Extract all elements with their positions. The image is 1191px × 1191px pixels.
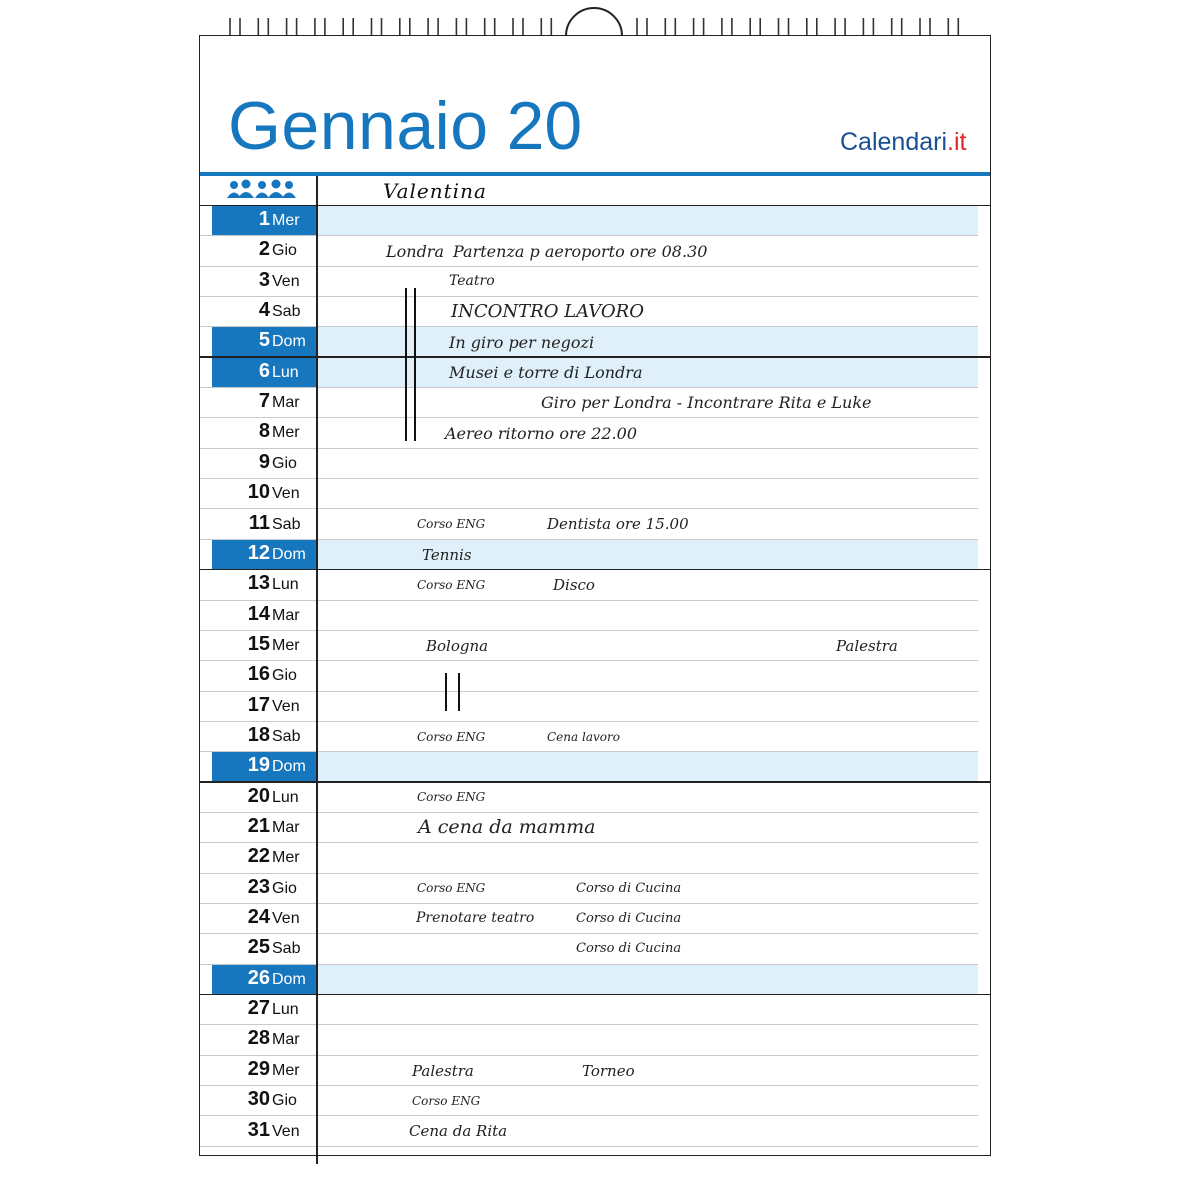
day-name: Ven	[272, 1122, 300, 1140]
day-row[interactable]	[200, 206, 990, 236]
calendar-note: Corso di Cucina	[576, 941, 682, 957]
day-name: Gio	[272, 1092, 297, 1110]
day-row[interactable]	[200, 449, 990, 479]
day-cell	[212, 297, 316, 326]
day-number: 24	[247, 906, 270, 929]
day-name: Mar	[272, 606, 300, 624]
day-name: Dom	[272, 970, 306, 988]
day-name: Sab	[272, 303, 301, 321]
day-grid	[200, 176, 990, 1156]
day-cell	[212, 479, 316, 508]
day-number: 26	[247, 966, 270, 989]
day-number: 30	[247, 1088, 270, 1111]
year-label: 20	[506, 88, 583, 164]
calendar-note: Torneo	[582, 1061, 635, 1080]
header-row	[200, 176, 990, 206]
day-row[interactable]	[200, 965, 990, 995]
day-cell	[212, 327, 316, 356]
day-number: 12	[247, 541, 270, 564]
day-name: Mar	[272, 394, 300, 412]
day-row[interactable]	[200, 1025, 990, 1055]
calendar-note: Disco	[553, 576, 595, 594]
calendar-note: Corso ENG	[417, 517, 486, 532]
day-number: 11	[248, 511, 270, 534]
day-name: Mer	[272, 1061, 300, 1079]
calendar-note: Prenotare teatro	[416, 910, 535, 927]
day-cell	[212, 570, 316, 599]
day-cell	[212, 783, 316, 812]
day-number: 16	[247, 663, 270, 686]
calendar-note: Dentista ore 15.00	[547, 515, 689, 534]
calendar-note: Cena lavoro	[547, 729, 620, 744]
day-row[interactable]	[200, 267, 990, 297]
day-row[interactable]	[200, 479, 990, 509]
day-number: 15	[247, 632, 270, 655]
day-name: Sab	[272, 515, 301, 533]
day-name: Mer	[272, 636, 300, 654]
calendar-note: Musei e torre di Londra	[449, 362, 643, 382]
day-row[interactable]	[200, 661, 990, 691]
day-number: 17	[247, 693, 270, 716]
day-number: 23	[247, 875, 270, 898]
day-number: 22	[247, 845, 270, 868]
day-cell	[212, 418, 316, 447]
brand-logo	[840, 128, 966, 157]
day-name: Gio	[272, 879, 297, 897]
day-number: 8	[258, 420, 270, 443]
day-cell	[212, 510, 316, 539]
calendar-note: Corso ENG	[417, 577, 486, 592]
day-number: 7	[258, 390, 270, 413]
day-cell	[212, 1025, 316, 1054]
day-cell	[212, 965, 316, 994]
day-number: 2	[258, 238, 270, 261]
calendar-note: Corso ENG	[417, 729, 486, 744]
day-name: Ven	[272, 910, 300, 928]
day-row[interactable]	[200, 692, 990, 722]
holiday-shade	[317, 358, 978, 387]
holiday-shade	[317, 327, 978, 356]
day-cell	[212, 1086, 316, 1115]
day-number: 3	[258, 268, 270, 291]
day-number: 9	[258, 450, 270, 473]
calendar-note: Teatro	[449, 273, 495, 290]
day-number: 29	[247, 1057, 270, 1080]
day-name: Lun	[272, 363, 299, 381]
day-number: 27	[247, 997, 270, 1020]
trip-bracket-2-left	[445, 673, 447, 711]
calendar-note: Corso ENG	[412, 1093, 481, 1108]
trip-bracket-right	[414, 288, 416, 441]
calendar-note: Londra	[386, 241, 444, 261]
day-name: Dom	[272, 545, 306, 563]
day-row[interactable]	[200, 783, 990, 813]
day-cell	[212, 661, 316, 690]
day-cell	[212, 995, 316, 1024]
day-name: Ven	[272, 272, 300, 290]
day-cell	[212, 843, 316, 872]
brand-main: Calendari	[840, 128, 948, 156]
month-name: Gennaio	[228, 88, 489, 164]
day-row[interactable]	[200, 601, 990, 631]
day-name: Lun	[272, 576, 299, 594]
day-cell	[212, 752, 316, 781]
holiday-shade	[317, 540, 978, 569]
day-row[interactable]	[200, 1117, 990, 1147]
calendar-note: Aereo ritorno ore 22.00	[445, 423, 637, 443]
day-row[interactable]	[200, 570, 990, 600]
calendar-note: Cena da Rita	[409, 1122, 508, 1141]
holiday-shade	[317, 752, 978, 781]
day-name: Lun	[272, 788, 299, 806]
calendar-note: In giro per negozi	[449, 332, 595, 352]
day-name: Mer	[272, 424, 300, 442]
day-cell	[212, 904, 316, 933]
day-number: 10	[247, 481, 270, 504]
day-name: Mar	[272, 1031, 300, 1049]
calendar-note: Bologna	[426, 636, 489, 655]
day-name: Mer	[272, 212, 300, 229]
day-name: Dom	[272, 333, 306, 351]
day-cell	[212, 206, 316, 235]
calendar-note: Palestra	[412, 1061, 474, 1080]
day-cell	[212, 1056, 316, 1085]
day-cell	[212, 388, 316, 417]
day-name: Ven	[272, 485, 300, 503]
month-title	[228, 86, 582, 166]
day-row[interactable]	[200, 995, 990, 1025]
calendar-note: Corso di Cucina	[576, 880, 682, 896]
calendar-note: Partenza p aeroporto ore 08.30	[453, 241, 708, 261]
day-number: 20	[247, 784, 270, 807]
day-cell	[212, 1117, 316, 1146]
day-number: 14	[247, 602, 270, 625]
calendar-note: Corso ENG	[417, 881, 486, 896]
holiday-shade	[317, 965, 978, 994]
brand-tld: .it	[947, 128, 967, 156]
day-number: 28	[247, 1027, 270, 1050]
day-name: Sab	[272, 940, 301, 958]
day-name: Mer	[272, 849, 300, 867]
day-name: Dom	[272, 758, 306, 776]
day-cell	[212, 601, 316, 630]
day-cell	[212, 267, 316, 296]
day-name: Gio	[272, 667, 297, 685]
person-name: Valentina	[383, 179, 487, 203]
day-cell	[212, 631, 316, 660]
day-name: Gio	[272, 454, 297, 472]
day-cell	[212, 722, 316, 751]
day-row[interactable]	[200, 327, 990, 357]
day-number: 19	[247, 754, 270, 777]
day-cell	[212, 358, 316, 387]
day-number: 5	[258, 329, 270, 352]
day-row[interactable]	[200, 843, 990, 873]
calendar-note: Tennis	[422, 545, 472, 564]
day-cell	[212, 874, 316, 903]
trip-bracket-2-right	[458, 673, 460, 711]
day-number: 13	[247, 572, 270, 595]
day-cell	[212, 540, 316, 569]
day-name: Sab	[272, 727, 301, 745]
day-row[interactable]	[200, 752, 990, 782]
day-cell	[212, 692, 316, 721]
day-number: 6	[258, 359, 270, 382]
day-number: 21	[247, 815, 270, 837]
day-number: 18	[247, 723, 270, 746]
day-cell	[212, 449, 316, 478]
day-number: 4	[258, 299, 270, 322]
day-number: 1	[258, 208, 270, 230]
day-number: 31	[247, 1118, 270, 1141]
day-row[interactable]	[200, 540, 990, 570]
day-name: Gio	[272, 242, 297, 260]
trip-bracket-left	[405, 288, 407, 441]
holiday-shade	[317, 206, 978, 235]
day-number: 25	[247, 936, 270, 959]
day-name: Ven	[272, 697, 300, 715]
calendar-note: INCONTRO LAVORO	[451, 300, 644, 322]
calendar-note: Corso ENG	[417, 790, 486, 805]
calendar-note: Palestra	[836, 636, 898, 655]
calendar-note: Giro per Londra - Incontrare Rita e Luke	[541, 393, 872, 413]
day-row[interactable]	[200, 1086, 990, 1116]
day-name: Mar	[272, 819, 300, 836]
day-cell	[212, 934, 316, 963]
column-divider	[316, 176, 318, 1164]
day-cell	[212, 236, 316, 265]
day-name: Lun	[272, 1001, 299, 1019]
calendar-note: A cena da mamma	[418, 816, 596, 839]
calendar-note: Corso di Cucina	[576, 911, 682, 927]
day-cell	[212, 813, 316, 842]
